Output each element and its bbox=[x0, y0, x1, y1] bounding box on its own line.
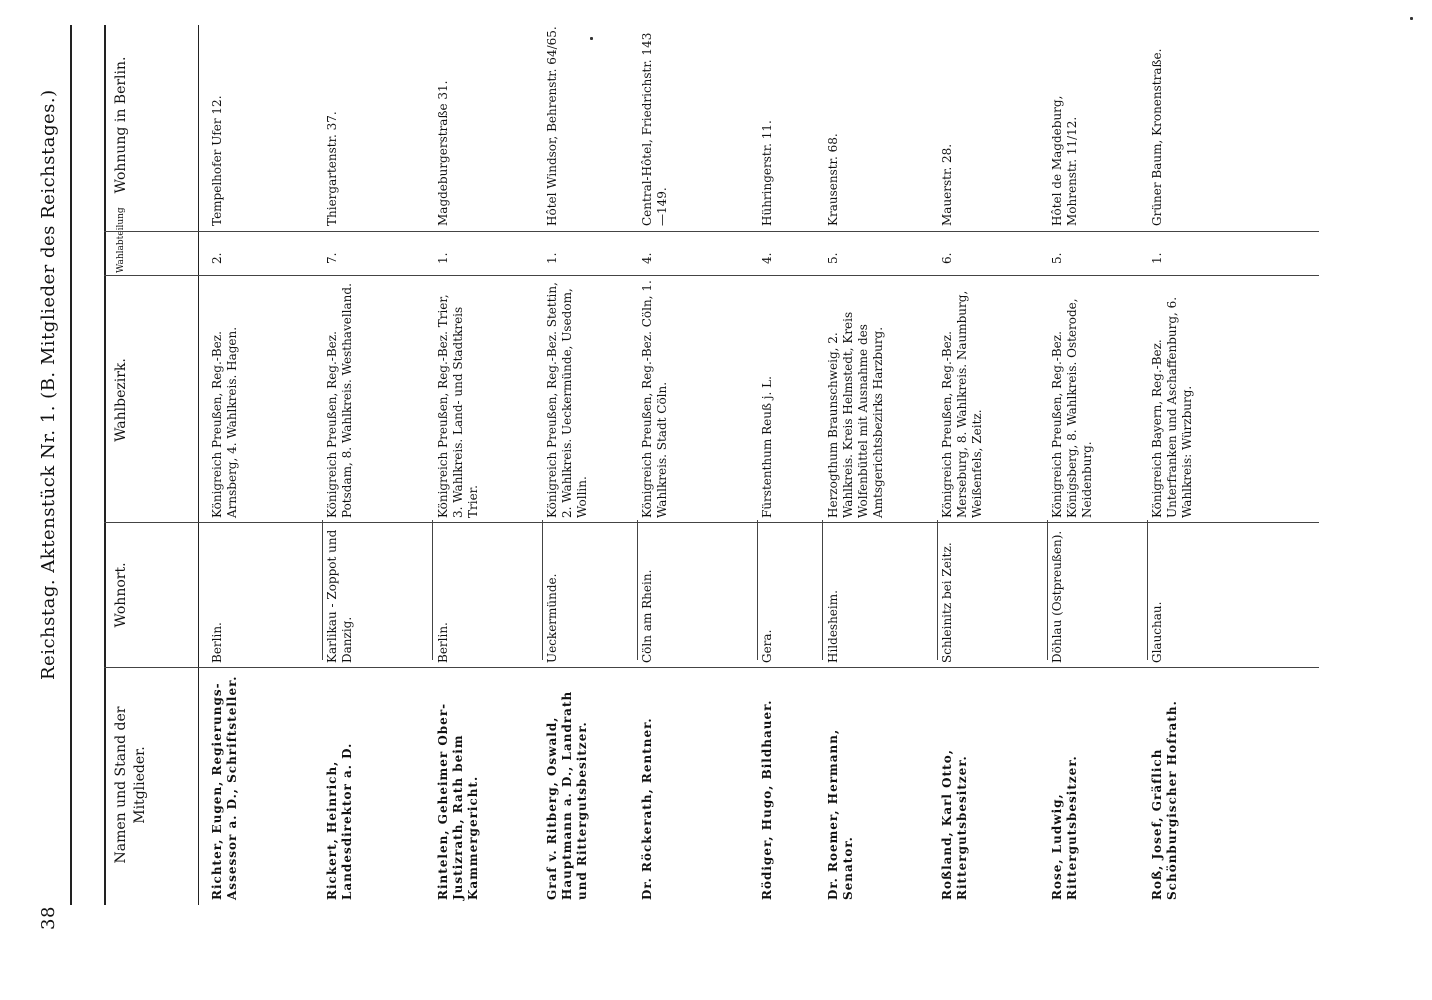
member-wohnung: Hôtel Windsor, Behrenstr. 64/65. bbox=[545, 26, 559, 226]
member-wohnort: Schleinitz bei Zeitz. bbox=[940, 542, 954, 663]
member-wahlbezirk: Königreich Bayern, Reg.-Bez. Unterfranken und Aschaffenburg, 6. Wahlkreis: Würzburg. bbox=[1150, 296, 1194, 518]
member-name: Graf v. Ritberg, Oswald, Hauptmann a. D., Landrath und Rittergutsbesitzer. bbox=[545, 690, 589, 900]
column-header-abteilung: Wahlabteilung bbox=[116, 207, 126, 273]
member-wahlbezirk: Königreich Preußen, Reg.-Bez. Trier, 3. Wahlkreis. Land- und Stadtkreis Trier. bbox=[436, 294, 480, 518]
page-title: Reichstag. Aktenstück Nr. 1. (B. Mitglieder des Reichstages.) bbox=[38, 89, 59, 680]
digitization-credit bbox=[1412, 8, 1432, 398]
member-wohnung: Thiergartenstr. 37. bbox=[325, 111, 339, 226]
page-number: 38 bbox=[38, 906, 59, 930]
member-name: Roß, Josef, Gräflich Schönburgischer Hofrath. bbox=[1150, 700, 1179, 900]
row-separator bbox=[937, 520, 938, 660]
member-abteilung: 1. bbox=[1150, 252, 1164, 264]
member-wohnung: Hôtel de Magdeburg, Mohrenstr. 11/12. bbox=[1050, 95, 1079, 226]
member-name: Dr. Röckerath, Rentner. bbox=[640, 717, 654, 900]
member-wahlbezirk: Herzogthum Braunschweig, 2. Wahlkreis. Kreis Helmstedt, Kreis Wolfenbüttel mit Ausnahme des Amtsgerichtsbezirks Harzburg. bbox=[826, 311, 885, 518]
member-abteilung: 7. bbox=[325, 252, 339, 264]
member-name: Rose, Ludwig, Rittergutsbesitzer. bbox=[1050, 755, 1079, 900]
row-separator bbox=[637, 520, 638, 660]
table-top-rule bbox=[104, 25, 106, 905]
column-header-name: Namen und Stand der Mitglieder. bbox=[113, 706, 148, 864]
column-header-wohnung: Wohnung in Berlin. bbox=[113, 56, 129, 194]
row-separator bbox=[1147, 520, 1148, 660]
member-name: Roßland, Karl Otto, Rittergutsbesitzer. bbox=[940, 749, 969, 900]
row-separator bbox=[322, 520, 323, 660]
row-separator bbox=[822, 520, 823, 660]
member-wahlbezirk: Königreich Preußen, Reg.-Bez. Königsberg, 8. Wahlkreis. Osterode, Neidenburg. bbox=[1050, 298, 1094, 518]
member-wahlbezirk: Königreich Preußen, Reg.-Bez. Potsdam, 8. Wahlkreis. Westhavelland. bbox=[325, 283, 354, 518]
column-divider bbox=[104, 522, 1319, 523]
member-abteilung: 5. bbox=[826, 252, 840, 264]
member-wohnort: Cöln am Rhein. bbox=[640, 569, 654, 663]
member-wohnung: Magdeburgerstraße 31. bbox=[436, 80, 450, 226]
member-name: Rickert, Heinrich, Landesdirektor a. D. bbox=[325, 742, 354, 900]
member-wahlbezirk: Königreich Preußen, Reg.-Bez. Cöln, 1. Wahlkreis. Stadt Cöln. bbox=[640, 280, 669, 518]
member-wohnort: Gera. bbox=[760, 629, 774, 663]
column-divider bbox=[104, 667, 1319, 668]
member-wahlbezirk: Königreich Preußen, Reg.-Bez. Arnsberg, 4. Wahlkreis. Hagen. bbox=[210, 326, 239, 518]
member-wohnung: Tempelhofer Ufer 12. bbox=[210, 95, 224, 226]
member-wohnort: Karlikau - Zoppot und Danzig. bbox=[325, 529, 354, 663]
member-abteilung: 1. bbox=[436, 252, 450, 264]
member-name: Rödiger, Hugo, Bildhauer. bbox=[760, 699, 774, 900]
member-abteilung: 4. bbox=[760, 252, 774, 264]
member-wohnung: Hühringerstr. 11. bbox=[760, 120, 774, 226]
member-wohnung: Central-Hôtel, Friedrichstr. 143—149. bbox=[640, 32, 669, 226]
member-abteilung: 4. bbox=[640, 252, 654, 264]
member-wahlbezirk: Königreich Preußen, Reg.-Bez. Merseburg, 8. Wahlkreis. Naumburg, Weißenfels, Zeitz. bbox=[940, 290, 984, 518]
header-rule bbox=[70, 25, 72, 905]
scan-speck bbox=[590, 37, 593, 40]
column-divider bbox=[104, 275, 1319, 276]
row-separator bbox=[1047, 520, 1048, 660]
member-wohnung: Krausenstr. 68. bbox=[826, 133, 840, 226]
member-wohnung: Grüner Baum, Kronenstraße. bbox=[1150, 48, 1164, 226]
member-abteilung: 5. bbox=[1050, 252, 1064, 264]
member-wohnort: Berlin. bbox=[436, 622, 450, 663]
member-wohnort: Ueckermünde. bbox=[545, 573, 559, 663]
member-wahlbezirk: Fürstenthum Reuß j. L. bbox=[760, 376, 774, 518]
column-header-wohnort: Wohnort. bbox=[113, 562, 129, 628]
member-abteilung: 1. bbox=[545, 252, 559, 264]
row-separator bbox=[542, 520, 543, 660]
member-wohnung: Mauerstr. 28. bbox=[940, 143, 954, 226]
row-separator bbox=[432, 520, 433, 660]
member-name: Rintelen, Geheimer Ober-Justizrath, Rath beim Kammergericht. bbox=[436, 702, 480, 900]
member-name: Dr. Roemer, Hermann, Senator. bbox=[826, 728, 855, 900]
member-wohnort: Hildesheim. bbox=[826, 590, 840, 663]
member-wahlbezirk: Königreich Preußen, Reg.-Bez. Stettin, 2. Wahlkreis. Ueckermünde, Usedom, Wollin. bbox=[545, 282, 589, 518]
member-name: Richter, Eugen, Regierungs-Assessor a. D., Schriftsteller. bbox=[210, 675, 239, 900]
member-abteilung: 2. bbox=[210, 252, 224, 264]
column-divider bbox=[104, 231, 1319, 232]
table-head-rule bbox=[198, 25, 199, 905]
member-wohnort: Berlin. bbox=[210, 622, 224, 663]
member-wohnort: Döhlau (Ostpreußen). bbox=[1050, 530, 1064, 663]
member-wohnort: Glauchau. bbox=[1150, 601, 1164, 663]
column-header-wahlbezirk: Wahlbezirk. bbox=[113, 358, 129, 442]
row-separator bbox=[757, 520, 758, 660]
member-abteilung: 6. bbox=[940, 252, 954, 264]
